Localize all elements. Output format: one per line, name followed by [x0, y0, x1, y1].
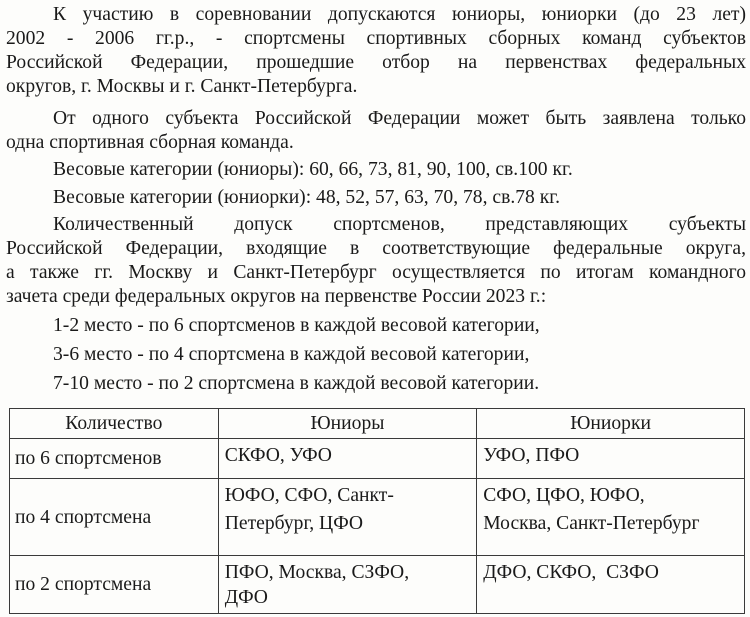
admission-line-2: 2002 - 2006 гг.р., - спортсмены спортивных сборных команд субъектов — [6, 28, 746, 49]
one-team-line-1: От одного субъекта Российской Федерации может быть заявлена только — [53, 108, 746, 129]
juniors-women-cell — [477, 479, 745, 556]
juniors-men-cell — [218, 479, 477, 556]
place-item-2: 3-6 место - по 4 спортсмена в каждой весовой категории, — [53, 344, 530, 365]
header-juniors-men: Юниоры — [218, 409, 477, 439]
quota-line-4: зачета среди федеральных округов на первенстве России 2023 г.: — [6, 286, 547, 307]
table-row — [10, 556, 745, 614]
cell-line: СКФО, УФО — [224, 445, 332, 466]
admission-line-1: К участию в соревновании допускаются юниоры, юниорки (до 23 лет) — [53, 4, 746, 25]
cell-line: ДФО — [224, 587, 268, 608]
juniors-women-cell — [477, 556, 745, 614]
cell-line: СФО, ЦФО, ЮФО, — [483, 485, 645, 506]
place-item-3: 7-10 место - по 2 спортсмена в каждой весовой категории. — [53, 373, 540, 394]
quota-line-3: а также гг. Москву и Санкт-Петербург осуществляется по итогам командного — [6, 262, 746, 283]
quota-line-2: Российской Федерации, входящие в соответствующие федеральные округа, — [6, 238, 746, 259]
juniors-men-cell — [218, 556, 477, 614]
quota-allocation-table — [9, 408, 745, 614]
place-item-1: 1-2 место - по 6 спортсменов в каждой весовой категории, — [53, 315, 540, 336]
cell-line: Москва, Санкт-Петербург — [483, 513, 700, 534]
cell-line: ЮФО, СФО, Санкт- — [224, 485, 394, 506]
cell-line: Петербург, ЦФО — [224, 513, 364, 534]
weight-categories-women: Весовые категории (юниорки): 48, 52, 57, 63, 70, 78, св.78 кг. — [53, 187, 560, 208]
cell-line: УФО, ПФО — [483, 445, 580, 466]
quantity-cell: по 2 спортсмена — [10, 556, 219, 614]
table-row — [10, 479, 745, 556]
cell-line: ПФО, Москва, СЗФО, — [224, 562, 410, 583]
admission-line-3: Российской Федерации, прошедшие отбор на первенствах федеральных — [6, 52, 746, 73]
admission-line-4: округов, г. Москвы и г. Санкт-Петербурга. — [6, 76, 358, 97]
quantity-cell: по 6 спортсменов — [10, 439, 219, 479]
juniors-women-cell — [477, 439, 745, 479]
table-row — [10, 439, 745, 479]
quota-line-1: Количественный допуск спортсменов, представляющих субъекты — [53, 214, 746, 235]
cell-line: ДФО, СКФО, СЗФО — [483, 562, 659, 583]
header-juniors-women: Юниорки — [477, 409, 745, 439]
quantity-cell: по 4 спортсмена — [10, 479, 219, 556]
one-team-line-2: одна спортивная сборная команда. — [6, 132, 294, 153]
weight-categories-men: Весовые категории (юниоры): 60, 66, 73, 81, 90, 100, св.100 кг. — [53, 159, 573, 180]
table-header-row — [10, 409, 745, 439]
header-quantity: Количество — [10, 409, 219, 439]
juniors-men-cell — [218, 439, 477, 479]
